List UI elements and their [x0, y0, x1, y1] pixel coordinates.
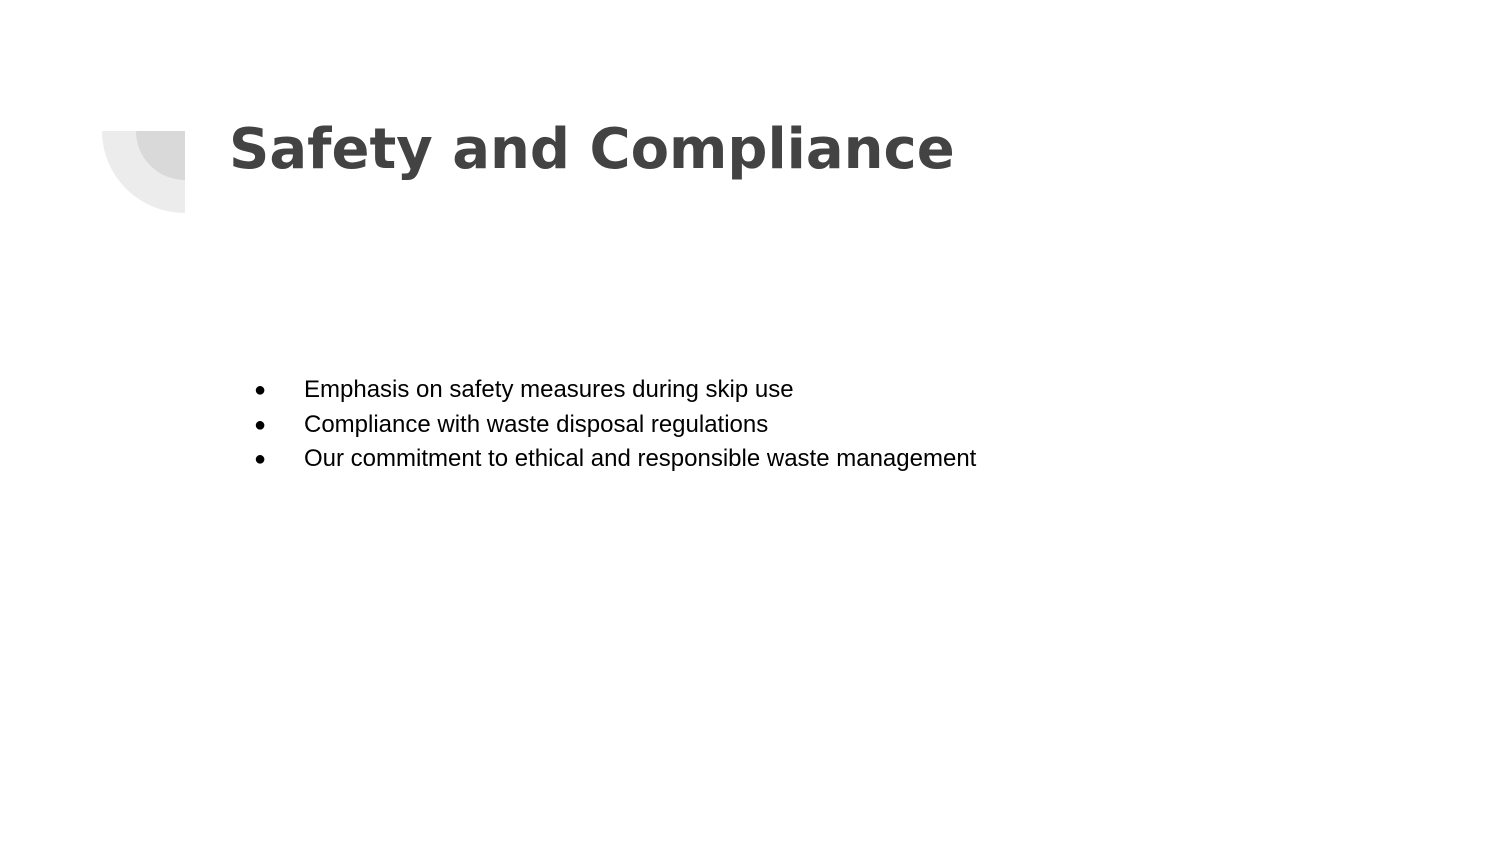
- bullet-text: Compliance with waste disposal regulations: [304, 410, 769, 438]
- slide-title: Safety and Compliance: [229, 117, 955, 182]
- bullet-marker-icon: ●: [254, 379, 267, 402]
- bullet-marker-icon: ●: [254, 413, 267, 436]
- bullet-text: Our commitment to ethical and responsible waste management: [304, 445, 977, 473]
- bullet-item: [254, 442, 976, 477]
- bullet-item: [254, 408, 976, 443]
- bullet-item: [254, 373, 976, 408]
- corner-quarter-circle-decoration: [102, 131, 186, 214]
- bullet-list: [254, 373, 976, 477]
- bullet-text: Emphasis on safety measures during skip use: [304, 376, 794, 404]
- bullet-marker-icon: ●: [254, 448, 267, 471]
